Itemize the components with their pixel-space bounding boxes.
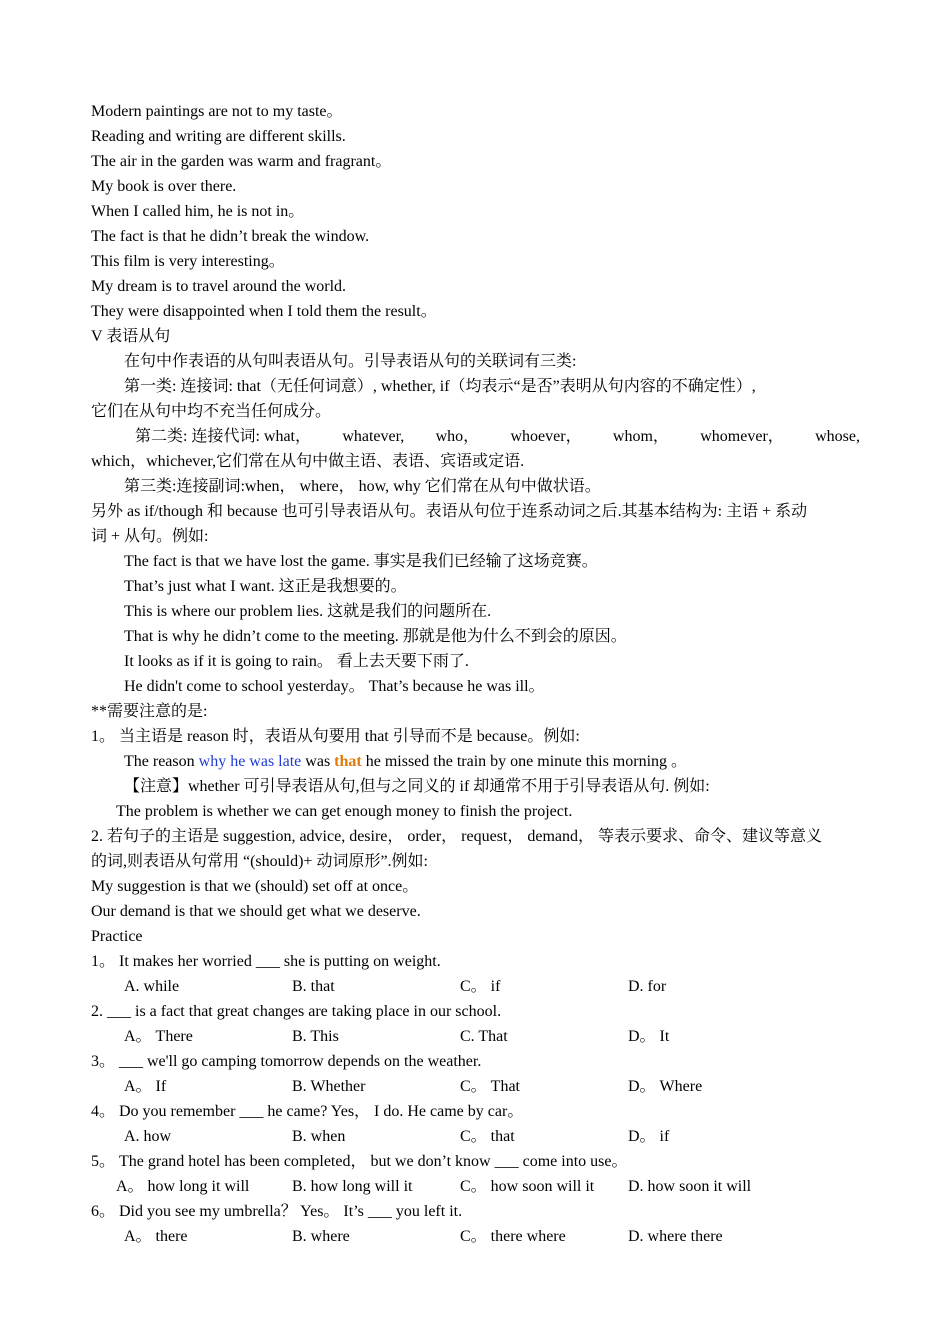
- note-example: [91, 749, 860, 774]
- example-text: he missed the train by one minute this morning 。: [361, 753, 688, 770]
- option-b[interactable]: B. when: [292, 1128, 346, 1145]
- option-a[interactable]: A。 If: [124, 1078, 167, 1095]
- option-a[interactable]: A. while: [124, 978, 180, 995]
- option-b[interactable]: B. This: [292, 1028, 339, 1045]
- note-example: My suggestion is that we (should) set off at once。: [91, 878, 419, 895]
- answer-options: [91, 1074, 860, 1099]
- intro-sentence: My dream is to travel around the world.: [91, 278, 347, 295]
- section-heading: V 表语从句: [91, 328, 171, 345]
- option-b[interactable]: B. Whether: [292, 1078, 366, 1095]
- intro-sentence: They were disappointed when I told them the result。: [91, 303, 437, 320]
- option-a[interactable]: A. how: [124, 1128, 172, 1145]
- note-item: 的词,则表语从句常用 “(should)+ 动词原形”.例如:: [91, 853, 429, 870]
- document-page: [91, 99, 860, 1249]
- pronoun-word: whomever，: [700, 428, 784, 445]
- question: 1。 It makes her worried ___ she is putting on weight.: [91, 953, 441, 970]
- answer-options: [91, 1224, 860, 1249]
- option-d[interactable]: D。 if: [628, 1128, 670, 1145]
- example-sentence: This is where our problem lies. 这就是我们的问题所在.: [124, 603, 492, 620]
- intro-sentence: This film is very interesting。: [91, 253, 285, 270]
- pronoun-word: whatever,: [342, 428, 405, 445]
- section-paragraph: 词 + 从句。例如:: [91, 528, 209, 545]
- example-sentence: He didn't come to school yesterday。 That’s because he was ill。: [124, 678, 545, 695]
- option-c[interactable]: C。 how soon will it: [460, 1178, 595, 1195]
- note-example: The problem is whether we can get enough money to finish the project.: [116, 803, 573, 820]
- pronoun-word: 第二类: 连接代词: what，: [135, 428, 311, 445]
- example-sentence: The fact is that we have lost the game. 事实是我们已经输了这场竞赛。: [124, 553, 598, 570]
- option-d[interactable]: D. how soon it will: [628, 1178, 752, 1195]
- question: 3。 ___ we'll go camping tomorrow depends on the weather.: [91, 1053, 482, 1070]
- example-sentence: It looks as if it is going to rain。 看上去天要下雨了.: [124, 653, 469, 670]
- option-c[interactable]: C。 that: [460, 1128, 515, 1145]
- question: 2. ___ is a fact that great changes are taking place in our school.: [91, 1003, 502, 1020]
- option-d[interactable]: D. for: [628, 978, 667, 995]
- note-attention: 【注意】whether 可引导表语从句,但与之同义的 if 却通常不用于引导表语从句. 例如:: [124, 778, 710, 795]
- option-a[interactable]: A。 there: [124, 1228, 188, 1245]
- example-sentence: That is why he didn’t come to the meeting. 那就是他为什么不到会的原因。: [124, 628, 627, 645]
- pronoun-word: who，: [435, 428, 480, 445]
- highlight-word: that: [334, 753, 362, 770]
- highlight-clause: why he was late: [198, 753, 302, 770]
- pronoun-word: whom，: [612, 428, 669, 445]
- pronoun-word: whose,: [815, 428, 860, 445]
- section-paragraph: [91, 424, 860, 449]
- note-item: 1。 当主语是 reason 时，表语从句要用 that 引导而不是 because。例如:: [91, 728, 580, 745]
- answer-options: [91, 1174, 860, 1199]
- section-paragraph: which，whichever,它们常在从句中做主语、表语、宾语或定语.: [91, 453, 525, 470]
- note-item: 2. 若句子的主语是 suggestion, advice, desire， order， request， demand， 等表示要求、命令、建议等意义: [91, 828, 823, 845]
- intro-sentence: My book is over there.: [91, 178, 237, 195]
- option-d[interactable]: D。 Where: [628, 1078, 703, 1095]
- practice-heading: Practice: [91, 928, 143, 945]
- question: 5。 The grand hotel has been completed， but we don’t know ___ come into use。: [91, 1153, 628, 1170]
- intro-sentence: The fact is that he didn’t break the window.: [91, 228, 370, 245]
- section-paragraph: 第一类: 连接词: that（无任何词意）, whether, if（均表示“是否”表明从句内容的不确定性）,: [124, 378, 756, 395]
- question: 4。 Do you remember ___ he came? Yes， I do. He came by car。: [91, 1103, 524, 1120]
- option-d[interactable]: D。 It: [628, 1028, 670, 1045]
- option-c[interactable]: C。 there where: [460, 1228, 566, 1245]
- option-b[interactable]: B. that: [292, 978, 335, 995]
- intro-sentence: Modern paintings are not to my taste。: [91, 103, 343, 120]
- section-paragraph: 它们在从句中均不充当任何成分。: [91, 403, 332, 420]
- option-d[interactable]: D. where there: [628, 1228, 723, 1245]
- example-text: The reason: [124, 753, 199, 770]
- pronoun-word: whoever，: [510, 428, 582, 445]
- section-paragraph: 另外 as if/though 和 because 也可引导表语从句。表语从句位于连系动词之后.其基本结构为: 主语 + 系动: [91, 503, 808, 520]
- question: 6。 Did you see my umbrella？ Yes。 It’s ___ you left it.: [91, 1203, 463, 1220]
- note-heading: **需要注意的是:: [91, 703, 208, 720]
- example-text: was: [301, 753, 335, 770]
- intro-sentence: The air in the garden was warm and fragrant。: [91, 153, 392, 170]
- option-b[interactable]: B. where: [292, 1228, 350, 1245]
- option-b[interactable]: B. how long will it: [292, 1178, 413, 1195]
- option-c[interactable]: C。 if: [460, 978, 501, 995]
- option-c[interactable]: C. That: [460, 1028, 508, 1045]
- answer-options: [91, 1024, 860, 1049]
- intro-sentence: When I called him, he is not in。: [91, 203, 305, 220]
- section-paragraph: 在句中作表语的从句叫表语从句。引导表语从句的关联词有三类:: [124, 353, 577, 370]
- section-paragraph: 第三类:连接副词:when， where， how, why 它们常在从句中做状语。: [124, 478, 601, 495]
- example-sentence: That’s just what I want. 这正是我想要的。: [124, 578, 407, 595]
- note-example: Our demand is that we should get what we deserve.: [91, 903, 421, 920]
- option-c[interactable]: C。 That: [460, 1078, 520, 1095]
- option-a[interactable]: A。 There: [124, 1028, 193, 1045]
- answer-options: [91, 974, 860, 999]
- intro-sentence: Reading and writing are different skills.: [91, 128, 346, 145]
- answer-options: [91, 1124, 860, 1149]
- option-a[interactable]: A。 how long it will: [116, 1178, 250, 1195]
